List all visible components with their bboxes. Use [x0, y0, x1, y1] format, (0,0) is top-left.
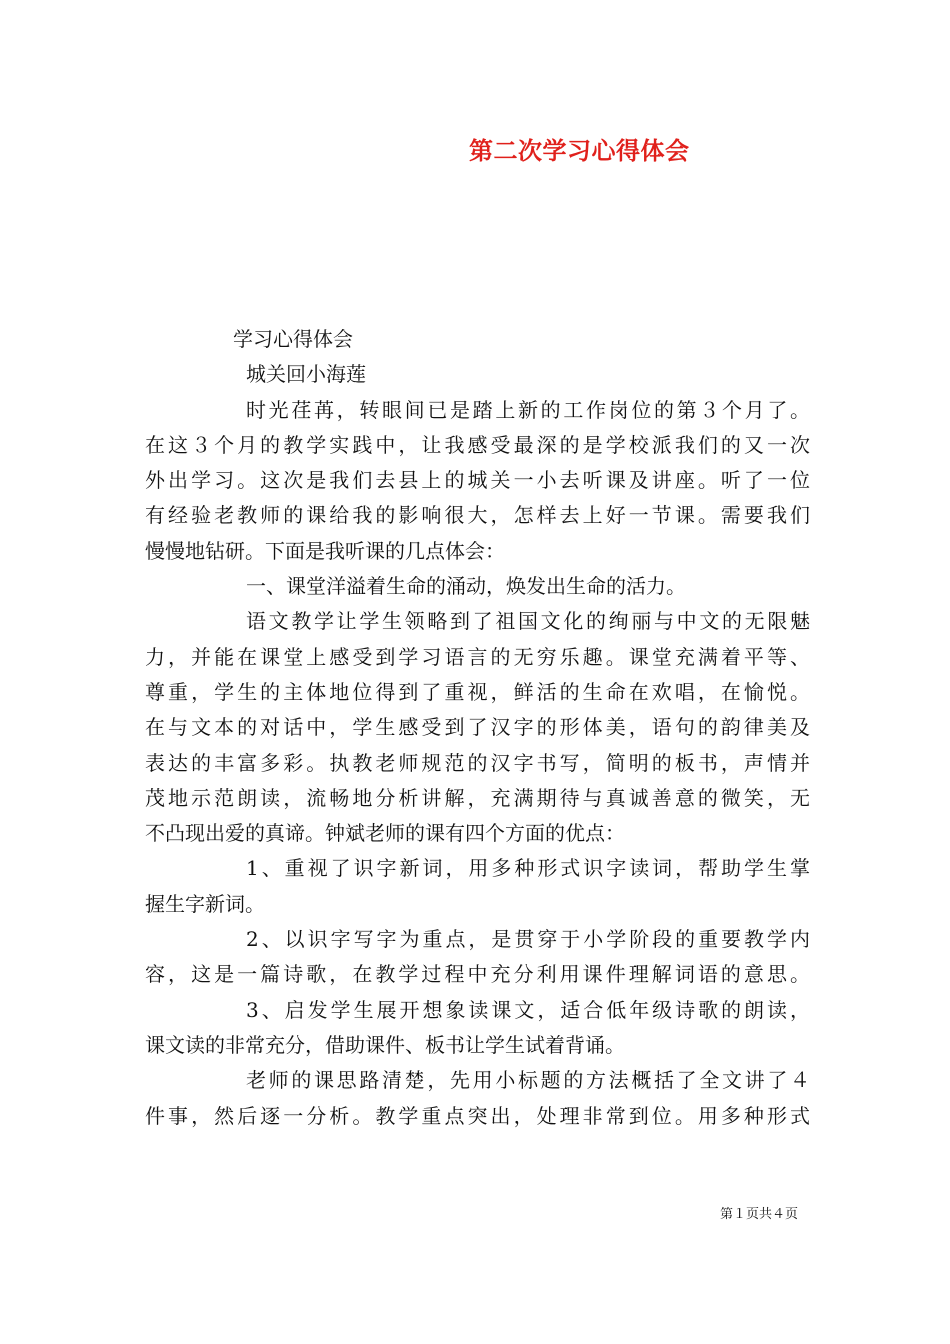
document-body: [145, 322, 810, 1134]
list-item-line: 握生字新词。: [145, 891, 265, 916]
paragraph-line: 茂地示范朗读，流畅地分析讲解，充满期待与真诚善意的微笑，无: [145, 785, 810, 810]
list-item-line: 3、启发学生展开想象读课文，适合低年级诗歌的朗读，: [246, 997, 810, 1022]
paragraph-line: 件事，然后逐一分析。教学重点突出，处理非常到位。用多种形式: [145, 1103, 810, 1128]
paragraph-line: 表达的丰富多彩。执教老师规范的汉字书写，简明的板书，声情并: [145, 750, 810, 775]
paragraph-line: 外出学习。这次是我们去县上的城关一小去听课及讲座。听了一位: [145, 468, 810, 493]
list-item-line: 课文读的非常充分，借助课件、板书让学生试着背诵。: [145, 1032, 625, 1057]
list-item-line: 2、以识字写字为重点，是贯穿于小学阶段的重要教学内: [246, 927, 810, 952]
paragraph-line: 不凸现出爱的真谛。钟斌老师的课有四个方面的优点：: [145, 821, 625, 846]
paragraph-line: 时光荏苒，转眼间已是踏上新的工作岗位的第３个月了。: [246, 397, 810, 422]
section-heading-line: 一、课堂洋溢着生命的涌动，焕发出生命的活力。: [246, 574, 686, 599]
list-item-line: 容，这是一篇诗歌，在教学过程中充分利用课件理解词语的意思。: [145, 962, 810, 987]
paragraph-line: 有经验老教师的课给我的影响很大，怎样去上好一节课。需要我们: [145, 503, 810, 528]
paragraph-line: 尊重，学生的主体地位得到了重视，鲜活的生命在欢唱，在愉悦。: [145, 679, 810, 704]
paragraph-line: 在这３个月的教学实践中，让我感受最深的是学校派我们的又一次: [145, 432, 810, 457]
page-number-footer: 第１页共４页: [720, 1207, 799, 1222]
paragraph-line: 在与文本的对话中，学生感受到了汉字的形体美，语句的韵律美及: [145, 715, 810, 740]
paragraph-line: 老师的课思路清楚，先用小标题的方法概括了全文讲了４: [246, 1068, 810, 1093]
paragraph-line: 力，并能在课堂上感受到学习语言的无穷乐趣。课堂充满着平等、: [145, 644, 810, 669]
paragraph-line: 慢慢地钻研。下面是我听课的几点体会：: [145, 538, 505, 563]
list-item-line: 1、重视了识字新词，用多种形式识字读词，帮助学生掌: [246, 856, 810, 881]
paragraph-line: 语文教学让学生领略到了祖国文化的绚丽与中文的无限魅: [246, 609, 810, 634]
author-line: 城关回小海莲: [246, 362, 366, 387]
document-title: 第二次学习心得体会: [469, 136, 690, 165]
subtitle-line: 学习心得体会: [233, 327, 353, 351]
